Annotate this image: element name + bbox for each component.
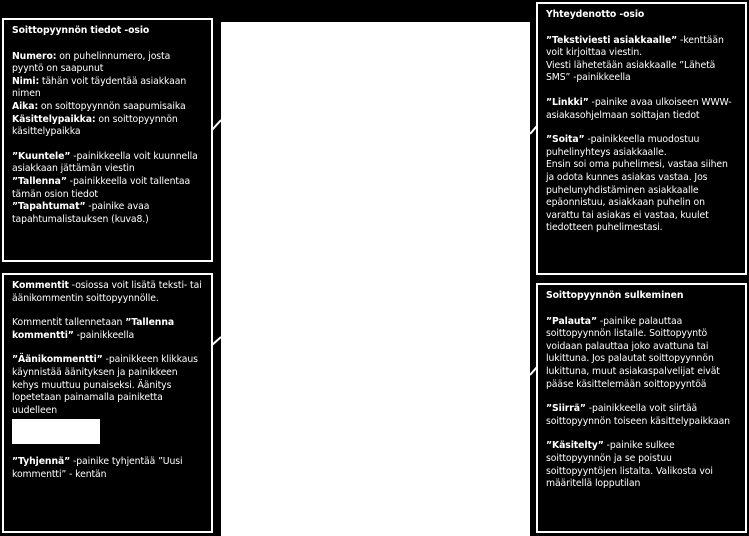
tekstiviesti-desc: ”Tekstiviesti asiakkaalle” -kenttään voit kirjoittaa viestin. Viesti lähetetään asiakkaalle ”Lähetä SMS” -painikkeella — [546, 34, 724, 84]
kommentit-box — [2, 273, 213, 533]
kasitelty-desc: ”Käsitelty” -painike sulkee soittopyynnön ja se poistuu soittopyyntöjen listalta. Valikosta voi määritellä lopputilan — [546, 440, 713, 490]
tallenna-desc: ”Tallenna” -painikkeella voit tallentaa tämän osion tiedot — [12, 175, 191, 200]
sulkeminen-box — [536, 283, 747, 533]
siirra-desc: ”Siirrä” -painikkeella voit siirtää soittopyynnön toiseen käsittelypaikkaan — [546, 403, 730, 427]
connector-left-bottom — [212, 337, 221, 345]
palauta-desc: ”Palauta” -painike palauttaa soittopyynnön listalle. Soittopyyntö voidaan palauttaa joko avattuna tai lukittuna. Jos palautat soittopyynnön lukittuna, muut asiakaspalvelijat eivät pääse käsittelemään soittopyyntöä — [546, 315, 720, 390]
aika-desc: Aika: on soittopyynnön saapumisaika — [12, 100, 186, 112]
tyhjenna-desc: ”Tyhjennä” -painike tyhjentää ”Uusi kommentti” - kentän — [12, 456, 183, 480]
sulkeminen-title: Soittopyynnön sulkeminen — [546, 290, 684, 301]
yhteydenotto-title: Yhteydenotto -osio — [546, 9, 645, 20]
tallenna-kommentti-desc: Kommentit tallennetaan ”Tallenna kommentti” -painikkeella — [12, 317, 175, 341]
numero-desc: Numero: on puhelinnumero, josta pyyntö on saapunut — [12, 50, 171, 75]
kasittelypaikka-desc: Käsittelypaikka: on soittopyynnön käsittelypaikka — [12, 113, 178, 138]
recording-button-image — [12, 419, 100, 444]
nimi-desc: Nimi: tähän voit täydentää asiakkaan nimen — [12, 75, 187, 100]
soittopyynto-info-box — [2, 18, 213, 262]
soita-desc: ”Soita” -painikkeella muodostuu puhelinyhteys asiakkaalle. Ensin soi oma puhelimesi, vastaa siihen ja odota kunnes asiakas vastaa. Jos puhelunyhdistäminen asiakkaalle epäonnistuu, asiakkaan puhelin on varattu tai asiakas ei vastaa, kuulet tiedotteen puhelimestasi. — [546, 134, 728, 234]
connector-left-top — [212, 120, 221, 130]
yhteydenotto-box — [536, 2, 747, 275]
screenshot-placeholder — [221, 22, 530, 536]
aanikommentti-desc: ”Äänikommentti” -painikkeen klikkaus käynnistää äänityksen ja painikkeen kehys muuttuu punaiseksi. Äänitys lopetetaan painamalla painiketta uudelleen — [12, 354, 198, 416]
linkki-desc: ”Linkki” -painike avaa ulkoiseen WWW-asiakasohjelmaan soittajan tiedot — [546, 96, 732, 121]
soittopyynto-title: Soittopyynnön tiedot -osio — [12, 25, 150, 36]
kommentit-intro: Kommentit -osiossa voit lisätä teksti- tai äänikommentin soittopyynnölle. — [12, 280, 202, 304]
tapahtumat-desc: ”Tapahtumat” -painike avaa tapahtumalistauksen (kuva8.) — [12, 201, 150, 225]
kuuntele-desc: ”Kuuntele” -painikkeella voit kuunnella asiakkaan jättämän viestin — [12, 150, 198, 175]
